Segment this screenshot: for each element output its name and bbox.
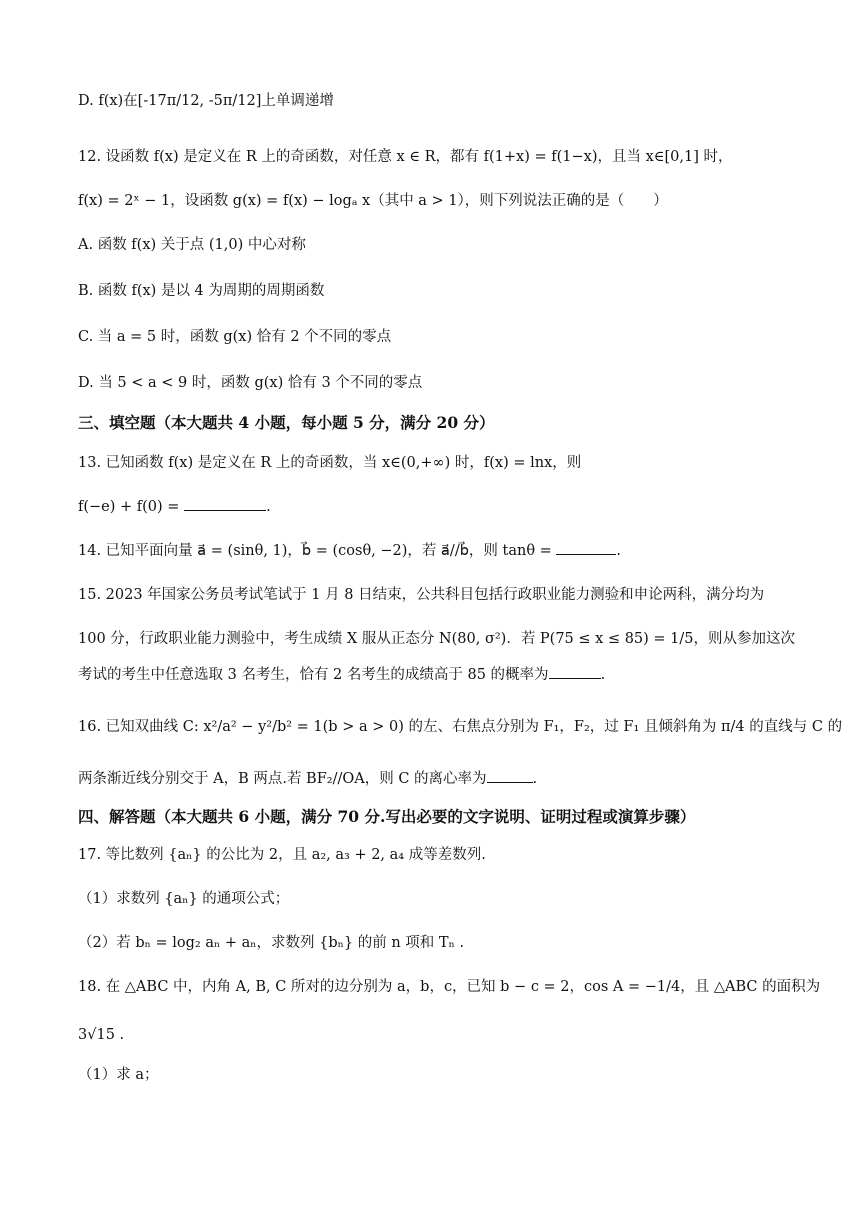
answer-blank xyxy=(549,664,601,679)
q18-stem-line2: 3√15 . xyxy=(78,1027,125,1043)
q12-option-d: D. 当 5 < a < 9 时，函数 g(x) 恰有 3 个不同的零点 xyxy=(78,375,423,391)
q15-stem-line2: 100 分，行政职业能力测验中，考生成绩 X 服从正态分 N(80, σ²)．若 P(75 ≤ x ≤ 85) = 1/5，则从参加这次 xyxy=(78,631,796,647)
q12-stem-line2: f(x) = 2ˣ − 1，设函数 g(x) = f(x) − logₐ x（其中 a > 1），则下列说法正确的是（ ） xyxy=(78,193,668,209)
q17-part2: （2）若 bₙ = log₂ aₙ + aₙ，求数列 {bₙ} 的前 n 项和 Tₙ . xyxy=(78,935,465,951)
answer-blank xyxy=(556,540,616,555)
answer-blank xyxy=(487,768,533,783)
answer-blank xyxy=(184,496,266,511)
q12-option-c: C. 当 a = 5 时，函数 g(x) 恰有 2 个不同的零点 xyxy=(78,329,392,345)
q13-expression: f(−e) + f(0) = . xyxy=(78,496,800,518)
q16-stem-line2: 两条渐近线分别交于 A，B 两点.若 BF₂//OA，则 C 的离心率为 . xyxy=(78,768,800,790)
q11-option-d: D. f(x)在[-17π/12, -5π/12]上单调递增 xyxy=(78,93,334,109)
q15-stem-line3: 考试的考生中任意选取 3 名考生，恰有 2 名考生的成绩高于 85 的概率为 . xyxy=(78,664,800,686)
section-3-heading: 三、填空题（本大题共 4 小题，每小题 5 分，满分 20 分） xyxy=(78,413,495,432)
q18-stem-line1: 18. 在 △ABC 中，内角 A, B, C 所对的边分别为 a，b，c，已知 b − c = 2，cos A = −1/4，且 △ABC 的面积为 xyxy=(78,979,821,995)
q14-stem: 14. 已知平面向量 a⃗ = (sinθ, 1)，b⃗ = (cosθ, −2)，若 a⃗//b⃗，则 tanθ = . xyxy=(78,540,800,562)
q12-option-a: A. 函数 f(x) 关于点 (1,0) 中心对称 xyxy=(78,237,306,253)
q17-stem: 17. 等比数列 {aₙ} 的公比为 2，且 a₂, a₃ + 2, a₄ 成等差数列. xyxy=(78,847,486,863)
q12-stem-line1: 12. 设函数 f(x) 是定义在 R 上的奇函数，对任意 x ∈ R，都有 f(1+x) = f(1−x)，且当 x∈[0,1] 时， xyxy=(78,149,733,165)
q13-stem: 13. 已知函数 f(x) 是定义在 R 上的奇函数，当 x∈(0,+∞) 时，f(x) = lnx，则 xyxy=(78,455,582,471)
q17-part1: （1）求数列 {aₙ} 的通项公式； xyxy=(78,891,290,907)
q16-stem-line1: 16. 已知双曲线 C: x²/a² − y²/b² = 1(b > a > 0) 的左、右焦点分别为 F₁，F₂，过 F₁ 且倾斜角为 π/4 的直线与 C 的 xyxy=(78,719,843,735)
q15-stem-line1: 15. 2023 年国家公务员考试笔试于 1 月 8 日结束，公共科目包括行政职业能力测验和申论两科，满分均为 xyxy=(78,587,765,603)
section-4-heading: 四、解答题（本大题共 6 小题，满分 70 分.写出必要的文字说明、证明过程或演算步骤） xyxy=(78,807,696,826)
q18-part1: （1）求 a； xyxy=(78,1067,159,1083)
q12-option-b: B. 函数 f(x) 是以 4 为周期的周期函数 xyxy=(78,283,325,299)
